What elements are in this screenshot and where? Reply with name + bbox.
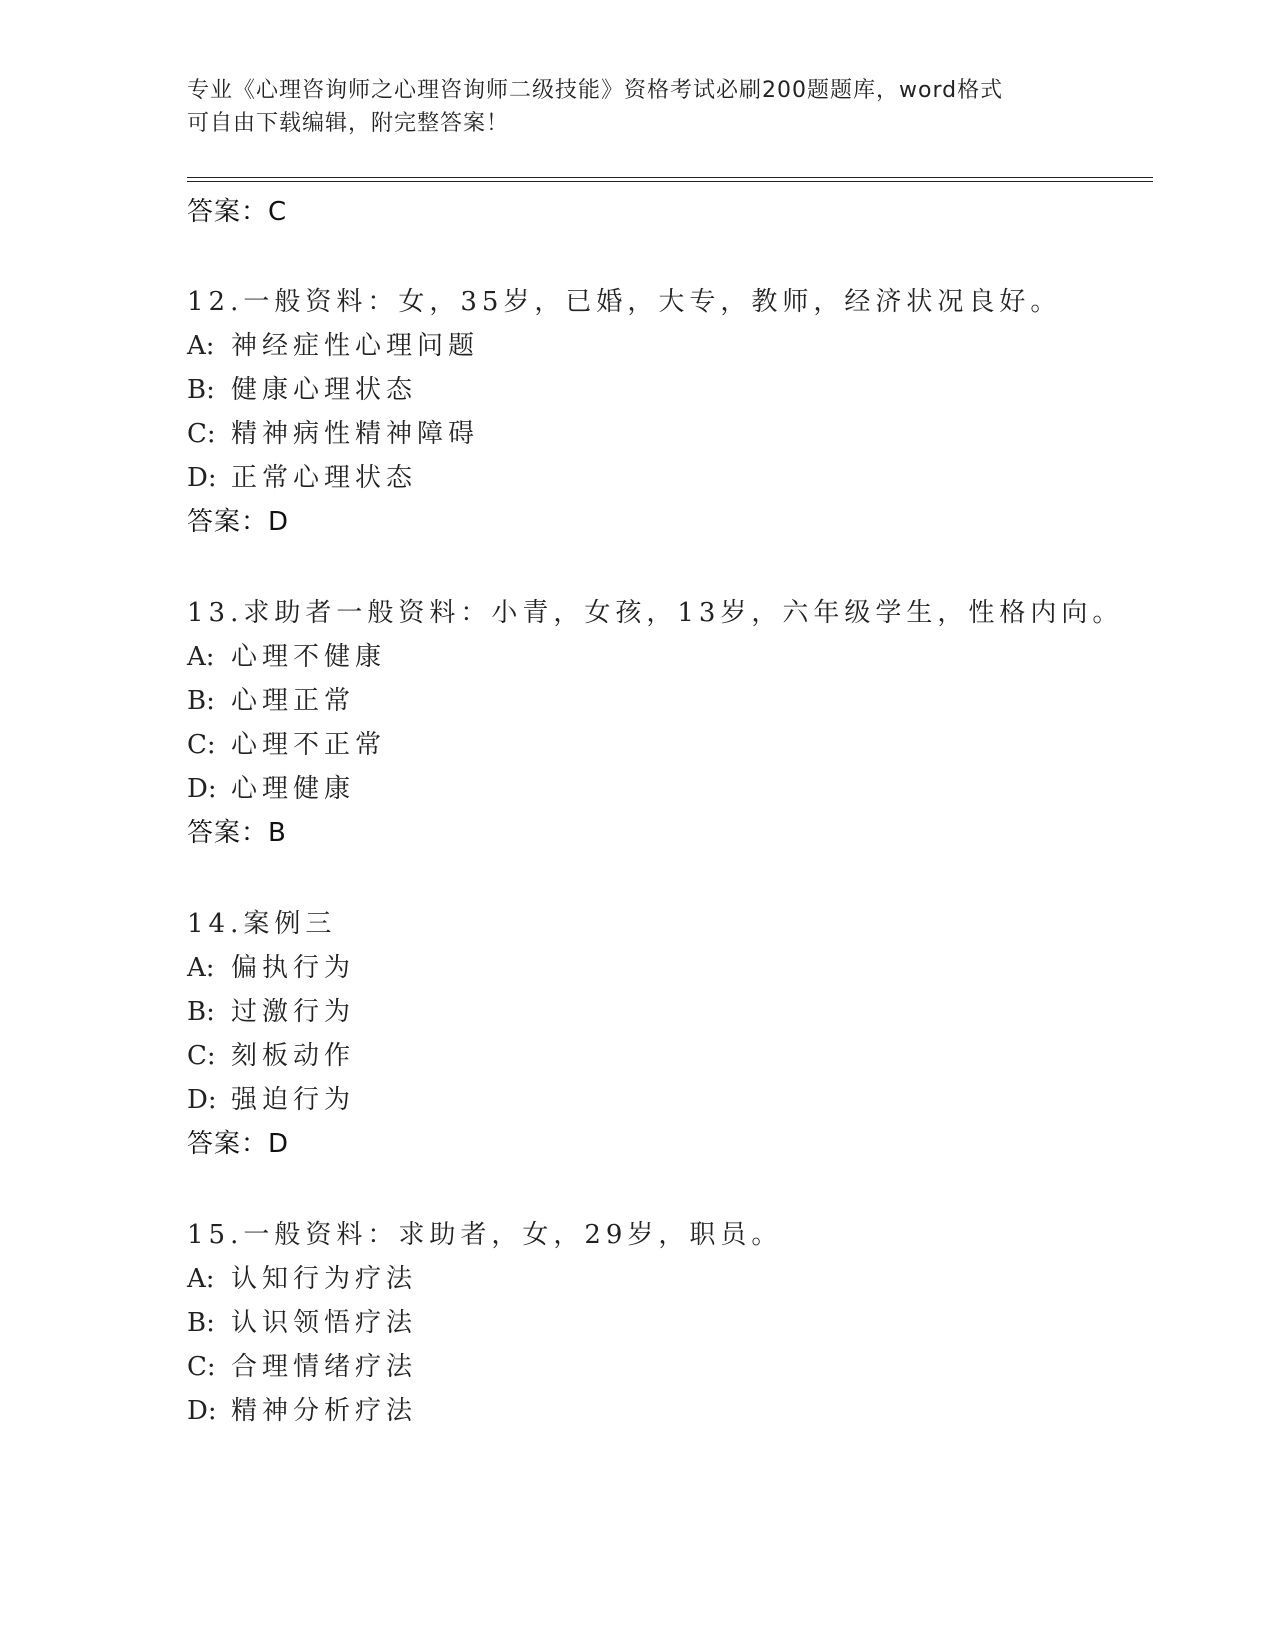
option-text: 精神分析疗法 bbox=[231, 1396, 418, 1426]
option-text: 合理情绪疗法 bbox=[231, 1352, 418, 1382]
option-letter: B: bbox=[187, 997, 215, 1027]
question-13-answer: 答案：B bbox=[187, 818, 287, 848]
question-13-option-c bbox=[187, 724, 386, 761]
question-14-option-d bbox=[187, 1079, 355, 1116]
option-text: 神经症性心理问题 bbox=[231, 331, 480, 361]
option-letter: B: bbox=[187, 1308, 215, 1338]
option-text: 心理不健康 bbox=[231, 642, 387, 672]
page-header bbox=[187, 74, 1087, 140]
question-13-option-b bbox=[187, 680, 355, 717]
question-12-text: 12.一般资料：女，35岁，已婚，大专，教师，经济状况良好。 bbox=[187, 287, 1062, 317]
option-letter: C: bbox=[187, 730, 216, 760]
header-divider-bottom bbox=[187, 181, 1153, 182]
option-text: 认知行为疗法 bbox=[231, 1264, 418, 1294]
question-12-option-c bbox=[187, 413, 479, 450]
option-letter: C: bbox=[187, 419, 216, 449]
option-letter: A: bbox=[187, 1264, 215, 1294]
option-letter: D: bbox=[187, 1085, 217, 1115]
option-text: 刻板动作 bbox=[231, 1041, 356, 1071]
option-letter: A: bbox=[187, 331, 215, 361]
question-12-option-d bbox=[187, 457, 417, 494]
option-text: 心理正常 bbox=[231, 686, 356, 716]
header-line-2: 可自由下载编辑，附完整答案！ bbox=[187, 111, 510, 136]
question-14-answer: 答案：D bbox=[187, 1129, 290, 1159]
option-letter: A: bbox=[187, 953, 215, 983]
option-letter: B: bbox=[187, 375, 215, 405]
option-letter: D: bbox=[187, 463, 217, 493]
header-line-1: 专业《心理咨询师之心理咨询师二级技能》资格考试必刷200题题库，word格式 bbox=[187, 78, 1004, 103]
option-text: 心理健康 bbox=[231, 774, 356, 804]
question-14-option-b bbox=[187, 991, 355, 1028]
option-text: 正常心理状态 bbox=[231, 463, 418, 493]
question-12-option-b bbox=[187, 369, 417, 406]
question-13-option-a bbox=[187, 636, 386, 673]
option-letter: B: bbox=[187, 686, 215, 716]
option-letter: C: bbox=[187, 1352, 216, 1382]
option-text: 过激行为 bbox=[231, 997, 356, 1027]
question-14-option-a bbox=[187, 947, 355, 984]
question-15-option-b bbox=[187, 1302, 417, 1339]
question-14-option-c bbox=[187, 1035, 355, 1072]
header-divider-top bbox=[187, 177, 1153, 178]
answer-prev: 答案：C bbox=[187, 197, 288, 227]
option-text: 认识领悟疗法 bbox=[231, 1308, 418, 1338]
question-15-text: 15.一般资料：求助者，女，29岁，职员。 bbox=[187, 1220, 783, 1250]
option-text: 心理不正常 bbox=[231, 730, 387, 760]
question-14-text: 14.案例三 bbox=[187, 909, 337, 939]
question-15-option-a bbox=[187, 1258, 417, 1295]
option-text: 健康心理状态 bbox=[231, 375, 418, 405]
question-12-option-a bbox=[187, 325, 479, 362]
option-text: 偏执行为 bbox=[231, 953, 356, 983]
option-text: 强迫行为 bbox=[231, 1085, 356, 1115]
option-text: 精神病性精神障碍 bbox=[231, 419, 480, 449]
question-12-answer: 答案：D bbox=[187, 507, 290, 537]
option-letter: D: bbox=[187, 774, 217, 804]
option-letter: A: bbox=[187, 642, 215, 672]
option-letter: C: bbox=[187, 1041, 216, 1071]
question-13-option-d bbox=[187, 768, 355, 805]
option-letter: D: bbox=[187, 1396, 217, 1426]
question-13-text: 13.求助者一般资料：小青，女孩，13岁，六年级学生，性格内向。 bbox=[187, 598, 1124, 628]
question-15-option-c bbox=[187, 1346, 417, 1383]
question-15-option-d bbox=[187, 1390, 417, 1427]
